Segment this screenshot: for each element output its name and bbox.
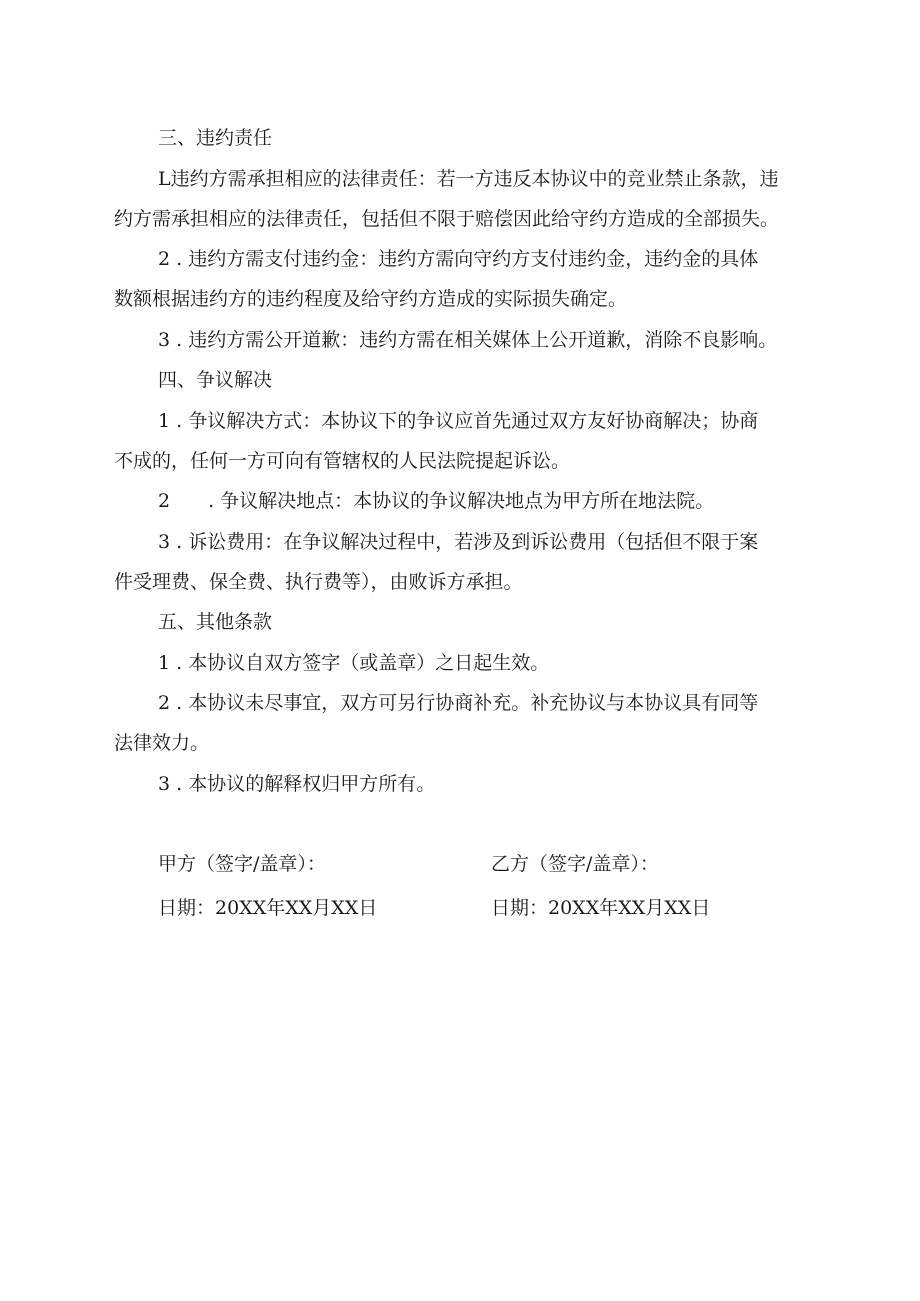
party-a-date: 日期：20XX年XX月XX日: [158, 897, 378, 919]
party-b-date: 日期：20XX年XX月XX日: [491, 897, 711, 919]
party-a-signature-label: 甲方（签字/盖章）：: [158, 853, 326, 875]
paragraph-line: 2 . 本协议未尽事宜，双方可另行协商补充。补充协议与本协议具有同等: [158, 692, 759, 714]
paragraph-line: 法律效力。: [114, 732, 210, 754]
paragraph-line: 约方需承担相应的法律责任，包括但不限于赔偿因此给守约方造成的全部损失。: [114, 208, 780, 230]
section-heading-other: 五、其他条款: [158, 611, 273, 633]
paragraph-line: 数额根据违约方的违约程度及给守约方造成的实际损失确定。: [114, 288, 628, 310]
paragraph-line: 件受理费、保全费、执行费等），由败诉方承担。: [114, 571, 523, 593]
paragraph-line: 3 . 本协议的解释权归甲方所有。: [158, 773, 436, 795]
section-heading-dispute: 四、争议解决: [158, 369, 273, 391]
paragraph-line: 3 . 诉讼费用：在争议解决过程中，若涉及到诉讼费用（包括但不限于案: [158, 531, 759, 553]
party-b-signature-label: 乙方（签字/盖章）：: [491, 853, 659, 875]
paragraph-line: 2 . 违约方需支付违约金：违约方需向守约方支付违约金，违约金的具体: [158, 248, 759, 270]
paragraph-line: L违约方需承担相应的法律责任：若一方违反本协议中的竞业禁止条款，违: [158, 168, 779, 190]
paragraph-line: 不成的，任何一方可向有管辖权的人民法院提起诉讼。: [114, 450, 571, 472]
paragraph-line: 1 . 本协议自双方签字（或盖章）之日起生效。: [158, 652, 550, 674]
paragraph-line: 1 . 争议解决方式：本协议下的争议应首先通过双方友好协商解决；协商: [158, 410, 759, 432]
paragraph-line: 2 . 争议解决地点：本协议的争议解决地点为甲方所在地法院。: [158, 490, 715, 512]
section-heading-breach: 三、违约责任: [158, 127, 273, 149]
paragraph-line: 3 . 违约方需公开道歉：违约方需在相关媒体上公开道歉，消除不良影响。: [158, 329, 778, 351]
